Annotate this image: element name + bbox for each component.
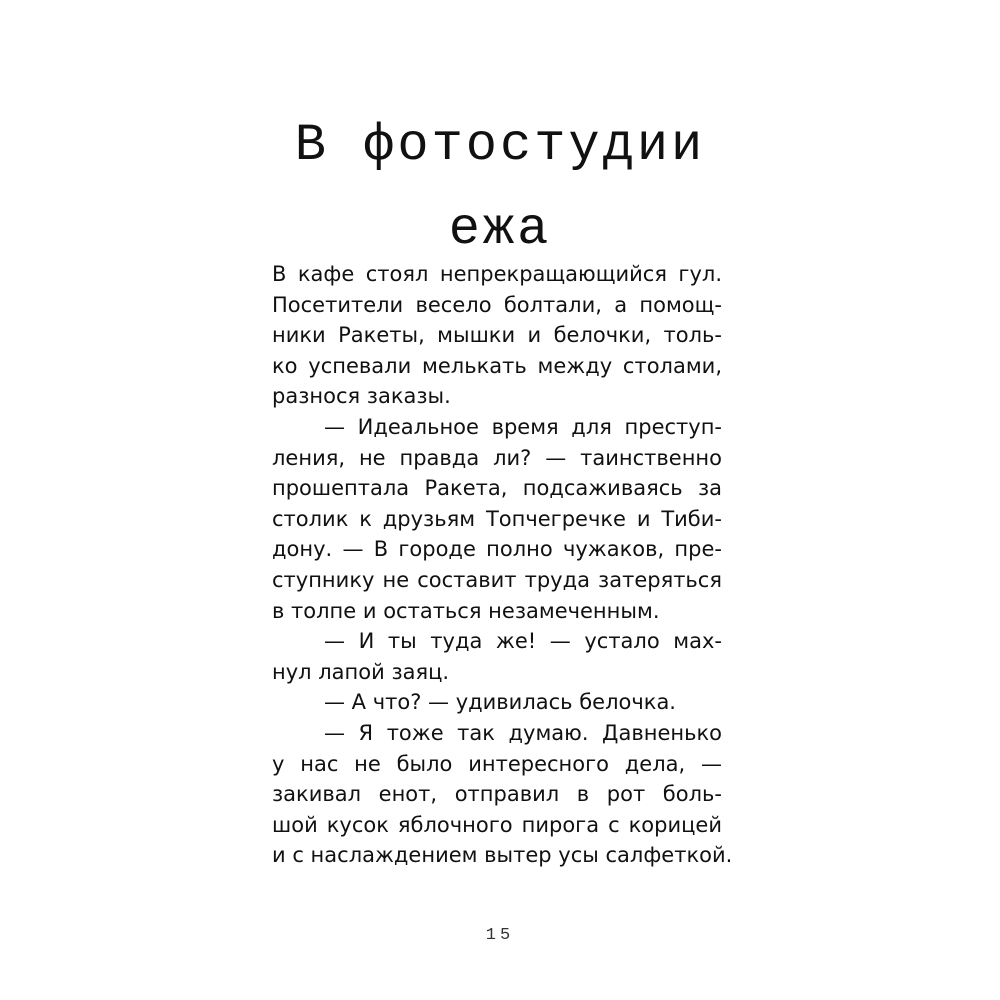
chapter-title bbox=[0, 104, 1000, 272]
text-line: в толпе и остаться незамеченным. bbox=[272, 598, 660, 623]
text-line: ступнику не составит труда затеряться bbox=[272, 567, 722, 592]
chapter-title-line-2: ежа bbox=[448, 200, 552, 259]
text-line: ления, не правда ли? — таинственно bbox=[272, 445, 722, 470]
text-line: у нас не было интересного дела, — bbox=[272, 751, 722, 776]
text-line: шой кусок яблочного пирога с корицей bbox=[272, 812, 722, 837]
text-line: и с наслаждением вытер усы салфеткой. bbox=[272, 843, 733, 868]
text-line: Посетители весело болтали, а помощ- bbox=[272, 292, 722, 317]
text-line: — А что? — удивилась белочка. bbox=[324, 690, 676, 715]
text-line: ники Ракеты, мышки и белочки, толь- bbox=[272, 323, 722, 348]
text-line: — Я тоже так думаю. Давненько bbox=[324, 720, 722, 745]
text-line: дону. — В городе полно чужаков, пре- bbox=[272, 537, 722, 562]
text-line: ко успевали мелькать между столами, bbox=[272, 353, 722, 378]
text-line: столик к друзьям Топчегречке и Тиби- bbox=[272, 506, 722, 531]
text-line: — И ты туда же! — устало мах- bbox=[324, 629, 722, 654]
text-line: нул лапой заяц. bbox=[272, 659, 450, 684]
text-line: — Идеальное время для преступ- bbox=[324, 414, 722, 439]
text-line: закивал енот, отправил в рот боль- bbox=[272, 782, 722, 807]
text-line: разнося заказы. bbox=[272, 384, 451, 409]
chapter-title-line-1: В фотостудии bbox=[294, 116, 706, 175]
text-line: прошептала Ракета, подсаживаясь за bbox=[272, 476, 722, 501]
text-line: В кафе стоял непрекращающийся гул. bbox=[272, 262, 722, 286]
body-text bbox=[272, 259, 733, 871]
page-number: 15 bbox=[485, 926, 515, 945]
